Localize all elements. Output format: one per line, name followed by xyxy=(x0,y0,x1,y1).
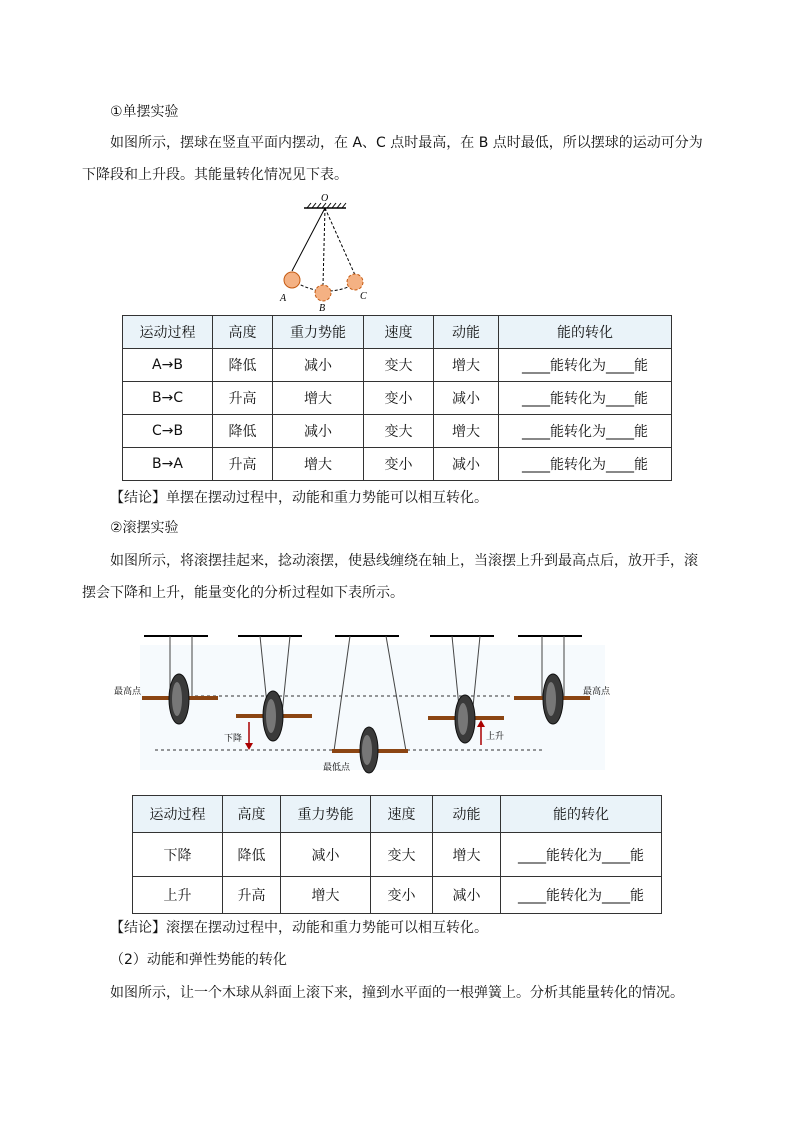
label-o: O xyxy=(321,193,329,204)
fill-blank-cell: ____能转化为____能 xyxy=(501,833,662,877)
table-row xyxy=(123,349,672,382)
label-c: C xyxy=(360,291,367,302)
table-cell: 增大 xyxy=(433,833,501,877)
table-cell: 减小 xyxy=(434,382,499,415)
table-cell: 下降 xyxy=(133,833,223,877)
table-header-row xyxy=(133,796,662,833)
table-cell: C→B xyxy=(123,415,213,448)
section3-heading: （2）动能和弹性势能的转化 xyxy=(110,952,287,968)
table-cell: 减小 xyxy=(433,877,501,914)
table-cell: 增大 xyxy=(281,877,371,914)
string-c xyxy=(325,208,355,275)
section1-paragraph xyxy=(82,127,707,191)
rolling-pendulum-diagram xyxy=(110,625,630,780)
conclusion-1: 【结论】单摆在摆动过程中，动能和重力势能可以相互转化。 xyxy=(110,490,488,506)
table-cell: 减小 xyxy=(273,415,364,448)
col-process: 运动过程 xyxy=(123,316,213,349)
label-highest-right: 最高点 xyxy=(583,687,611,697)
table-cell: 变小 xyxy=(364,448,434,481)
fill-blank-cell: ____能转化为____能 xyxy=(499,382,672,415)
section3-paragraph: 如图所示，让一个木球从斜面上滚下来，撞到水平面的一根弹簧上。分析其能量转化的情况。 xyxy=(110,985,684,1001)
table-cell: 降低 xyxy=(223,833,281,877)
col-potential-energy: 重力势能 xyxy=(281,796,371,833)
table-row xyxy=(123,415,672,448)
section1-paragraph-text: 如图所示，摆球在竖直平面内摆动，在 A、C 点时最高，在 B 点时最低，所以摆球的运动可分为下降段和上升段。其能量转化情况见下表。 xyxy=(82,135,703,183)
table-cell: 减小 xyxy=(434,448,499,481)
ball-b xyxy=(315,285,331,301)
section2-paragraph-text: 如图所示，将滚摆挂起来，捻动滚摆，使悬线缠绕在轴上，当滚摆上升到最高点后，放开手，滚摆会下降和上升，能量变化的分析过程如下表所示。 xyxy=(82,553,698,601)
ball-a xyxy=(284,272,300,288)
string-b xyxy=(323,208,325,285)
table-cell: 变小 xyxy=(371,877,433,914)
table-cell: 降低 xyxy=(213,349,273,382)
col-kinetic-energy: 动能 xyxy=(433,796,501,833)
label-ascend: 上升 xyxy=(486,732,505,742)
table-cell: 增大 xyxy=(273,382,364,415)
table-cell: 变大 xyxy=(371,833,433,877)
table-cell: 升高 xyxy=(223,877,281,914)
fill-blank-cell: ____能转化为____能 xyxy=(501,877,662,914)
label-lowest: 最低点 xyxy=(323,763,351,773)
col-height: 高度 xyxy=(223,796,281,833)
table-cell: B→C xyxy=(123,382,213,415)
table-row xyxy=(123,448,672,481)
table-cell: 变大 xyxy=(364,415,434,448)
fill-blank-cell: ____能转化为____能 xyxy=(499,448,672,481)
table-cell: 增大 xyxy=(434,415,499,448)
table-cell: 减小 xyxy=(273,349,364,382)
table-cell: 上升 xyxy=(133,877,223,914)
fill-blank-cell: ____能转化为____能 xyxy=(499,415,672,448)
section2-heading: ②滚摆实验 xyxy=(110,520,179,536)
label-highest-left: 最高点 xyxy=(114,687,142,697)
section1-heading: ①单摆实验 xyxy=(110,104,179,120)
table-cell: 增大 xyxy=(273,448,364,481)
table-cell: 变大 xyxy=(364,349,434,382)
rolling-pendulum-energy-table xyxy=(132,795,662,914)
table-cell: 升高 xyxy=(213,382,273,415)
col-energy-conversion: 能的转化 xyxy=(499,316,672,349)
label-descend: 下降 xyxy=(224,734,243,744)
table-cell: 减小 xyxy=(281,833,371,877)
col-potential-energy: 重力势能 xyxy=(273,316,364,349)
table-cell: 降低 xyxy=(213,415,273,448)
pendulum-energy-table xyxy=(122,315,672,481)
col-kinetic-energy: 动能 xyxy=(434,316,499,349)
table-header-row xyxy=(123,316,672,349)
table-row xyxy=(133,877,662,914)
table-row xyxy=(133,833,662,877)
pendulum-diagram xyxy=(270,192,380,312)
col-energy-conversion: 能的转化 xyxy=(501,796,662,833)
table-row xyxy=(123,382,672,415)
ball-c xyxy=(347,274,363,290)
col-process: 运动过程 xyxy=(133,796,223,833)
table-cell: A→B xyxy=(123,349,213,382)
label-a: A xyxy=(280,293,287,304)
table-cell: 升高 xyxy=(213,448,273,481)
fill-blank-cell: ____能转化为____能 xyxy=(499,349,672,382)
section2-paragraph xyxy=(82,545,707,609)
string-a xyxy=(292,208,325,271)
table-cell: 变小 xyxy=(364,382,434,415)
table-cell: 增大 xyxy=(434,349,499,382)
conclusion-2: 【结论】滚摆在摆动过程中，动能和重力势能可以相互转化。 xyxy=(110,920,488,936)
table-cell: B→A xyxy=(123,448,213,481)
col-height: 高度 xyxy=(213,316,273,349)
label-b: B xyxy=(319,303,326,312)
col-speed: 速度 xyxy=(364,316,434,349)
col-speed: 速度 xyxy=(371,796,433,833)
